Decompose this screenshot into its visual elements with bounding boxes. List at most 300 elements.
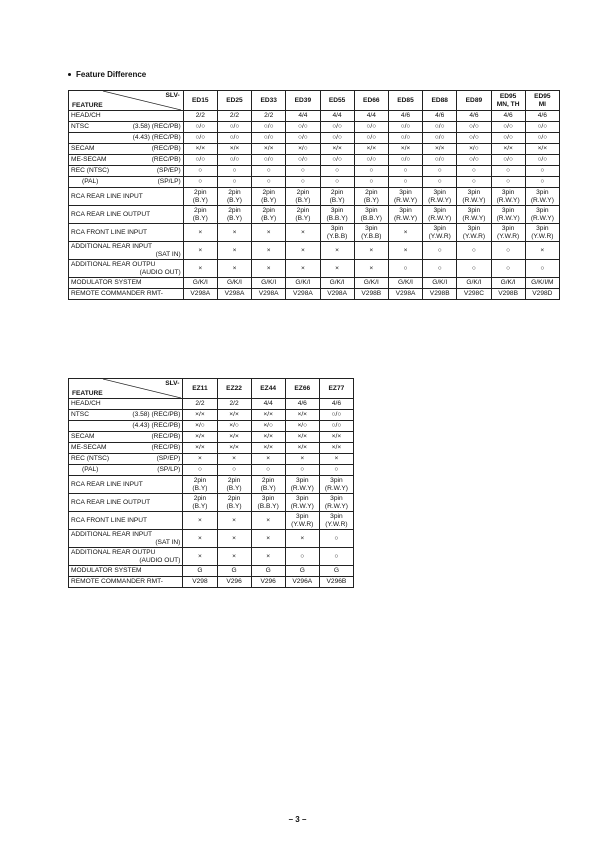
cell-value: × <box>300 228 305 236</box>
cell-value: (Y.W.R) <box>497 232 520 240</box>
cell-value: 3pin <box>365 224 378 232</box>
cell-value: (Y.W.R) <box>531 232 554 240</box>
cell-value: (B.B.Y) <box>360 214 382 222</box>
cell-value: ○/○ <box>537 134 548 142</box>
table-row <box>69 410 354 421</box>
table-row <box>69 155 560 166</box>
table-cell <box>320 144 354 155</box>
table-cell <box>423 144 457 155</box>
model-name: ED66 <box>363 96 380 104</box>
cell-value: ○ <box>437 167 442 175</box>
cell-value: (Y.W.R) <box>428 232 451 240</box>
cell-value: ×/× <box>263 433 273 441</box>
feature-label-sub: (REC/PB) <box>151 444 181 452</box>
cell-value: ○/○ <box>503 123 514 131</box>
table-cell <box>183 289 217 300</box>
cell-value: ○/○ <box>332 156 342 164</box>
cell-value: ○ <box>506 178 511 186</box>
feature-label <box>69 111 184 122</box>
table-cell <box>457 278 491 289</box>
feature-label-text: REMOTE COMMANDER RMT- <box>71 290 163 298</box>
table-row <box>69 566 354 577</box>
table-cell <box>491 144 525 155</box>
feature-label <box>69 410 183 421</box>
feature-label <box>69 224 184 242</box>
cell-value: ×/○ <box>469 145 479 153</box>
cell-value: (B.Y) <box>226 214 242 222</box>
table-cell <box>217 177 251 188</box>
table-cell <box>183 432 217 443</box>
table-cell <box>183 530 217 548</box>
table-cell <box>252 289 286 300</box>
model-name: ED88 <box>431 96 448 104</box>
feature-label-sub: (SP/EP) <box>156 455 181 463</box>
table-cell <box>217 206 251 224</box>
cell-value: (Y.W.R) <box>462 232 486 240</box>
feature-label-text: ADDITIONAL REAR OUTPU <box>71 548 156 556</box>
cell-value: × <box>403 228 408 236</box>
table-cell <box>525 188 559 206</box>
cell-value: 4/6 <box>503 112 513 120</box>
cell-value: ○/○ <box>229 156 240 164</box>
cell-value: ○ <box>506 264 511 272</box>
table-cell <box>320 224 354 242</box>
cell-value: ○/○ <box>297 134 308 142</box>
cell-value: 3pin <box>536 188 549 196</box>
table-cell <box>388 260 422 278</box>
cell-value: × <box>232 552 236 560</box>
model-header <box>388 91 422 111</box>
cell-value: ×/× <box>195 433 205 441</box>
cell-value: ×/× <box>229 411 239 419</box>
feature-label-text: RCA REAR LINE INPUT <box>71 192 143 200</box>
table-cell <box>491 260 525 278</box>
table-cell <box>285 548 319 566</box>
cell-value: × <box>540 246 545 254</box>
cell-value: ○/○ <box>263 156 274 164</box>
feature-label-sub: (SP/LP) <box>157 466 181 474</box>
table-cell <box>217 155 251 166</box>
table-cell <box>252 206 286 224</box>
table-row <box>69 188 560 206</box>
table-cell <box>423 242 457 260</box>
feature-label <box>69 133 184 144</box>
cell-value: (R.W.Y) <box>428 214 452 222</box>
cell-value: (B.Y) <box>192 502 208 510</box>
table-row <box>69 206 560 224</box>
table-cell <box>217 399 251 410</box>
cell-value: 2pin <box>330 188 344 196</box>
cell-value: (B.Y) <box>363 196 379 204</box>
model-name: EZ66 <box>294 384 311 392</box>
table-cell <box>319 443 353 454</box>
cell-value: 3pin <box>296 476 309 484</box>
table-cell <box>525 122 559 133</box>
cell-value: ○/○ <box>503 134 514 142</box>
cell-value: ○/○ <box>195 156 206 164</box>
table-cell <box>251 512 285 530</box>
cell-value: (B.B.Y) <box>257 502 279 510</box>
table-cell <box>423 278 457 289</box>
table-row <box>69 443 354 454</box>
cell-value: (Y.W.R) <box>291 520 314 528</box>
table-cell <box>320 242 354 260</box>
table-row <box>69 133 560 144</box>
cell-value: 2pin <box>193 494 207 502</box>
table-cell <box>457 188 491 206</box>
table-row <box>69 166 560 177</box>
cell-value: × <box>266 516 271 524</box>
table-cell <box>457 111 491 122</box>
table-cell <box>525 242 559 260</box>
model-name: ED55 <box>328 96 346 104</box>
table-cell <box>525 111 559 122</box>
cell-value: ○ <box>197 466 202 474</box>
cell-value: ○/○ <box>434 134 445 142</box>
table-cell <box>183 476 217 494</box>
table-cell <box>217 432 251 443</box>
cell-value: 3pin <box>365 206 378 214</box>
cell-value: 3pin <box>536 206 549 214</box>
table-cell <box>319 421 353 432</box>
cell-value: (R.W.Y) <box>462 196 486 204</box>
model-header <box>525 91 559 111</box>
cell-value: ○/○ <box>469 123 479 131</box>
table-cell <box>491 278 525 289</box>
table-cell <box>354 133 388 144</box>
table-cell <box>252 278 286 289</box>
table-row <box>69 122 560 133</box>
table-cell <box>183 465 217 476</box>
cell-value: × <box>300 455 305 463</box>
cell-value: ○/○ <box>331 411 342 419</box>
header-row <box>69 91 560 111</box>
table-cell <box>320 289 354 300</box>
cell-value: 2pin <box>227 494 241 502</box>
model-header <box>457 91 491 111</box>
table-cell <box>252 144 286 155</box>
cell-value: ○/○ <box>195 123 206 131</box>
table-cell <box>217 512 251 530</box>
cell-value: 2pin <box>261 476 275 484</box>
table-cell <box>423 188 457 206</box>
table-row <box>69 242 560 260</box>
cell-value: ×/× <box>229 145 240 153</box>
table-row <box>69 512 354 530</box>
table-cell <box>423 289 457 300</box>
table-cell <box>491 177 525 188</box>
cell-value: × <box>335 264 340 272</box>
cell-value: 2pin <box>296 188 310 196</box>
feature-label-sub: (AUDIO OUT) <box>139 268 181 276</box>
table-cell <box>354 111 388 122</box>
cell-value: V298A <box>190 290 211 298</box>
table-cell <box>285 577 319 588</box>
table-cell <box>285 399 319 410</box>
table-cell <box>183 494 217 512</box>
cell-value: ×/× <box>331 444 342 452</box>
cell-value: V298 <box>192 578 208 586</box>
feature-label <box>69 548 183 566</box>
table-cell <box>183 188 217 206</box>
table-cell <box>491 133 525 144</box>
table-cell <box>252 166 286 177</box>
cell-value: × <box>198 516 202 524</box>
table-cell <box>251 548 285 566</box>
feature-label-sub: (SP/EP) <box>156 167 181 175</box>
table-cell <box>354 166 388 177</box>
feature-label-text: REMOTE COMMANDER RMT- <box>71 578 163 586</box>
feature-label <box>69 260 184 278</box>
table-cell <box>457 242 491 260</box>
cell-value: ×/× <box>297 411 308 419</box>
table-cell <box>252 242 286 260</box>
cell-value: × <box>266 552 271 560</box>
table-cell <box>217 144 251 155</box>
table-cell <box>217 188 251 206</box>
cell-value: × <box>300 264 305 272</box>
table-cell <box>388 278 422 289</box>
table-row <box>69 548 354 566</box>
table-cell <box>286 111 320 122</box>
cell-value: ×/× <box>195 145 206 153</box>
feature-label-text: ADDITIONAL REAR INPUT <box>71 530 153 538</box>
cell-value: ×/× <box>195 411 205 419</box>
table-cell <box>491 122 525 133</box>
feature-label-text: RCA FRONT LINE INPUT <box>71 516 148 524</box>
table-cell <box>251 465 285 476</box>
cell-value: (R.W.Y) <box>393 214 418 222</box>
table-cell <box>423 166 457 177</box>
cell-value: ×/× <box>263 411 273 419</box>
cell-value: 2pin <box>193 476 207 484</box>
table-row <box>69 278 560 289</box>
cell-value: G <box>299 567 305 575</box>
header-slv: SLV- <box>165 92 180 99</box>
table-cell <box>388 206 422 224</box>
table-cell <box>252 177 286 188</box>
cell-value: V298D <box>532 290 553 298</box>
table-cell <box>319 566 353 577</box>
table-cell <box>251 421 285 432</box>
cell-value: V298C <box>463 290 484 298</box>
model-header <box>251 379 285 399</box>
cell-value: ○/○ <box>229 123 240 131</box>
table-cell <box>423 155 457 166</box>
table-cell <box>252 188 286 206</box>
table-cell <box>388 289 422 300</box>
feature-label <box>69 242 184 260</box>
feature-label <box>69 476 183 494</box>
model-name: ED85 <box>397 96 414 104</box>
cell-value: (Y.W.R) <box>325 520 348 528</box>
feature-table-ez <box>68 378 354 588</box>
table-cell <box>285 494 319 512</box>
table-cell <box>217 278 251 289</box>
feature-label <box>69 166 184 177</box>
feature-label <box>69 432 183 443</box>
cell-value: × <box>266 534 271 542</box>
cell-value: G/K/I <box>500 279 516 287</box>
cell-value: 3pin <box>330 512 343 520</box>
table-cell <box>457 177 491 188</box>
cell-value: ○/○ <box>229 134 240 142</box>
cell-value: V298A <box>395 290 416 298</box>
cell-value: ○ <box>334 534 339 542</box>
cell-value: 3pin <box>296 512 309 520</box>
table-cell <box>251 476 285 494</box>
cell-value: 2/2 <box>195 112 205 120</box>
table-cell <box>183 111 217 122</box>
table-cell <box>320 278 354 289</box>
feature-label-text: NTSC <box>71 411 89 419</box>
cell-value: ○/○ <box>400 123 411 131</box>
table-cell <box>251 494 285 512</box>
cell-value: 3pin <box>433 206 446 214</box>
cell-value: V298A <box>292 290 313 298</box>
cell-value: ○ <box>540 264 545 272</box>
table-cell <box>319 432 353 443</box>
table-cell <box>183 454 217 465</box>
table-cell <box>457 166 491 177</box>
table-cell <box>217 122 251 133</box>
cell-value: 3pin <box>330 206 344 214</box>
model-header <box>252 91 286 111</box>
cell-value: × <box>334 455 339 463</box>
table-cell <box>285 512 319 530</box>
table-cell <box>388 188 422 206</box>
cell-value: 3pin <box>501 188 515 196</box>
cell-value: 3pin <box>399 188 412 196</box>
cell-value: 3pin <box>330 224 344 232</box>
cell-value: × <box>232 534 236 542</box>
cell-value: ×/○ <box>195 422 205 430</box>
model-name: EZ44 <box>260 384 277 392</box>
cell-value: ○/○ <box>366 134 377 142</box>
cell-value: ×/× <box>331 433 342 441</box>
table-cell <box>354 188 388 206</box>
cell-value: ○ <box>266 178 271 186</box>
table-cell <box>285 530 319 548</box>
table-cell <box>183 512 217 530</box>
table-cell <box>388 242 422 260</box>
cell-value: 4/6 <box>435 112 445 120</box>
table-cell <box>491 155 525 166</box>
table-row <box>69 454 354 465</box>
cell-value: ○/○ <box>537 123 548 131</box>
feature-label-text: REC (NTSC) <box>71 455 110 463</box>
feature-label-text: SECAM <box>71 145 95 153</box>
cell-value: ○ <box>335 167 340 175</box>
table-cell <box>525 177 559 188</box>
table-cell <box>319 476 353 494</box>
feature-label-text: RCA REAR LINE OUTPUT <box>71 210 151 218</box>
feature-label <box>69 399 183 410</box>
cell-value: (R.W.Y) <box>530 214 554 222</box>
table-cell <box>525 278 559 289</box>
cell-value: (B.Y) <box>192 484 208 492</box>
cell-value: ○/○ <box>332 123 342 131</box>
table-cell <box>217 566 251 577</box>
table-cell <box>286 177 320 188</box>
cell-value: ○/○ <box>263 123 274 131</box>
cell-value: ○ <box>198 167 203 175</box>
table-cell <box>217 454 251 465</box>
cell-value: 4/4 <box>298 112 308 120</box>
cell-value: (R.W.Y) <box>496 214 520 222</box>
table-cell <box>525 260 559 278</box>
cell-value: ○/○ <box>331 422 342 430</box>
table-cell <box>457 224 491 242</box>
model-name: MI <box>538 100 547 108</box>
cell-value: 3pin <box>501 224 515 232</box>
cell-value: ○ <box>232 178 237 186</box>
cell-value: × <box>369 246 374 254</box>
cell-value: ○ <box>471 246 476 254</box>
feature-label-sub: (SAT IN) <box>155 538 181 546</box>
cell-value: ○ <box>334 552 339 560</box>
cell-value: × <box>300 534 305 542</box>
cell-value: 3pin <box>467 206 481 214</box>
table-cell <box>388 122 422 133</box>
table-cell <box>251 443 285 454</box>
cell-value: ×/× <box>537 145 548 153</box>
table-row <box>69 289 560 300</box>
cell-value: ○/○ <box>400 134 411 142</box>
table-cell <box>252 111 286 122</box>
cell-value: ○ <box>334 466 339 474</box>
cell-value: V298B <box>429 290 450 298</box>
table-cell <box>491 111 525 122</box>
table-cell <box>183 242 217 260</box>
table-cell <box>319 454 353 465</box>
cell-value: 2/2 <box>195 400 205 408</box>
cell-value: 2/2 <box>229 112 240 120</box>
feature-label-text: REC (NTSC) <box>71 167 110 175</box>
table-cell <box>286 188 320 206</box>
feature-label <box>69 512 183 530</box>
table-cell <box>217 577 251 588</box>
table-cell <box>388 177 422 188</box>
table-cell <box>285 465 319 476</box>
cell-value: ○ <box>266 466 271 474</box>
cell-value: (B.Y) <box>226 196 242 204</box>
cell-value: 3pin <box>296 494 309 502</box>
cell-value: G/K/I <box>363 279 379 287</box>
cell-value: ○ <box>471 264 476 272</box>
cell-value: (R.W.Y) <box>530 196 554 204</box>
table-cell <box>217 476 251 494</box>
cell-value: × <box>232 246 237 254</box>
table-cell <box>491 166 525 177</box>
table-cell <box>354 260 388 278</box>
cell-value: ○/○ <box>195 134 206 142</box>
table-cell <box>285 476 319 494</box>
table-cell <box>286 260 320 278</box>
table-cell <box>217 133 251 144</box>
table-cell <box>354 224 388 242</box>
cell-value: V296A <box>292 578 313 586</box>
feature-label-text: MODULATOR SYSTEM <box>71 567 142 575</box>
table-cell <box>183 260 217 278</box>
table-cell <box>320 206 354 224</box>
cell-value: 3pin <box>467 188 481 196</box>
cell-value: ○ <box>335 178 340 186</box>
cell-value: × <box>198 455 202 463</box>
cell-value: 3pin <box>330 476 343 484</box>
model-name: ED33 <box>260 96 277 104</box>
feature-label <box>69 188 184 206</box>
